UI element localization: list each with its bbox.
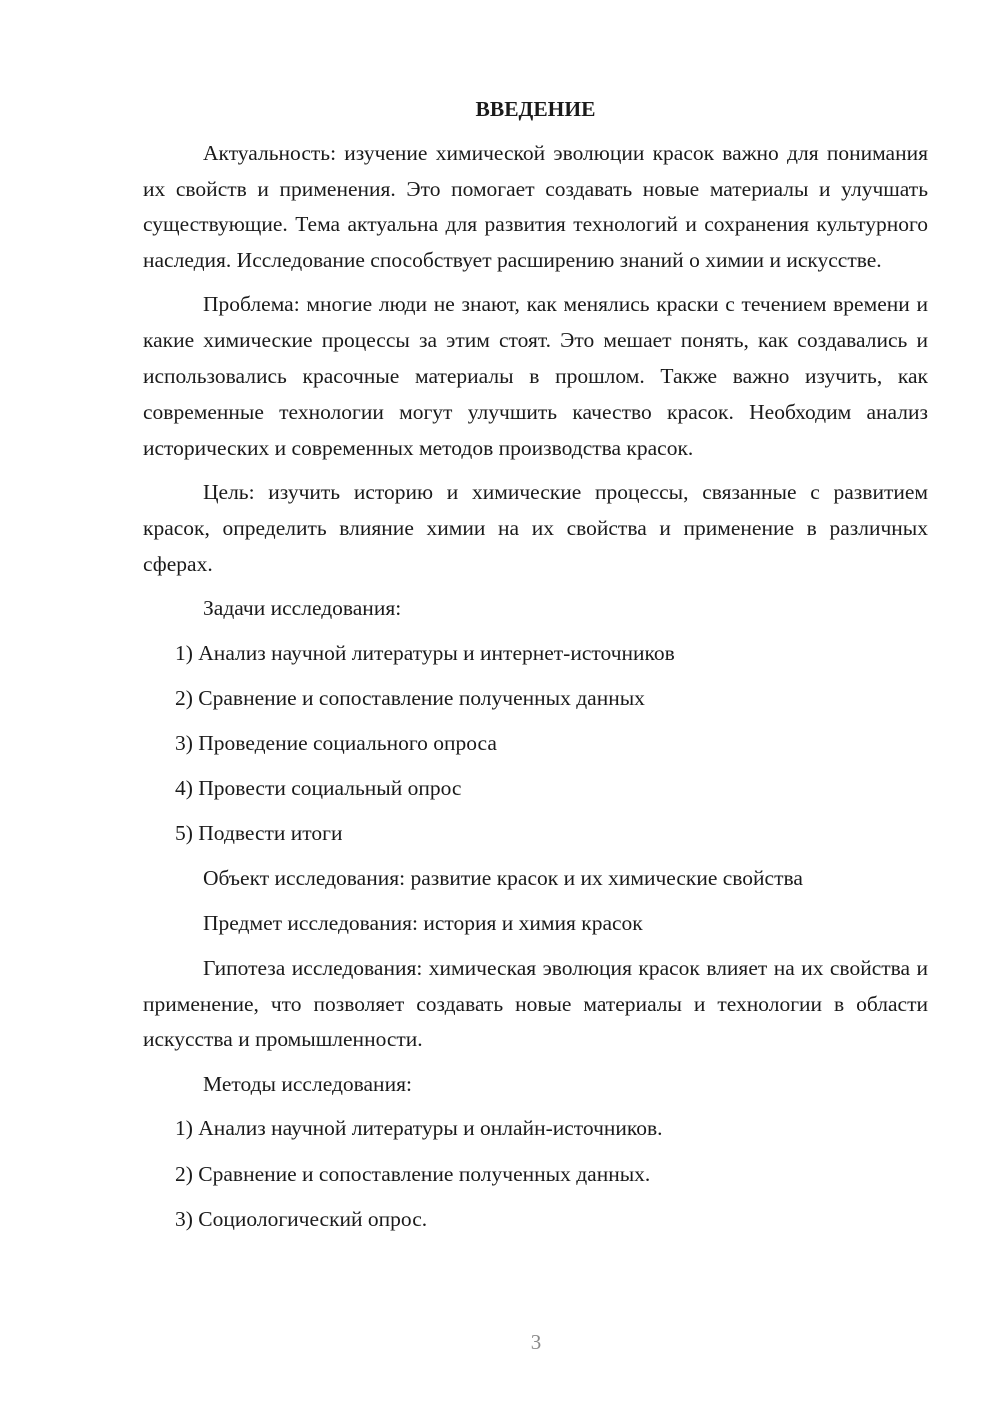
problem-paragraph: Проблема: многие люди не знают, как менялись краски с течением времени и какие химические процессы за этим стоят. Это мешает понять, как создавались и использовались красочные материалы в прошлом. Также важно изучить, как современные технологии могут улучшить качество красок. Необходим анализ исторических и современных методов производства красок.: [143, 292, 928, 460]
list-item: 3) Проведение социального опроса: [175, 730, 497, 755]
methods-list: [143, 1111, 928, 1237]
tasks-heading: Задачи исследования:: [203, 595, 402, 620]
hypothesis-paragraph: Гипотеза исследования: химическая эволюция красок влияет на их свойства и применение, что позволяет создавать новые материалы и технологии в области искусства и промышленности.: [143, 955, 928, 1052]
list-item: 2) Сравнение и сопоставление полученных данных.: [175, 1161, 651, 1186]
list-item: 5) Подвести итоги: [175, 821, 343, 846]
list-item: 1) Анализ научной литературы и онлайн-источников.: [175, 1116, 663, 1141]
list-item: 1) Анализ научной литературы и интернет-источников: [175, 640, 675, 665]
list-item: 3) Социологический опрос.: [175, 1206, 428, 1231]
goal-paragraph: Цель: изучить историю и химические процессы, связанные с развитием красок, определить влияние химии на их свойства и применение в различных сферах.: [143, 479, 928, 576]
tasks-list: [143, 636, 928, 852]
page-number: 3: [530, 1330, 542, 1354]
list-item: 4) Провести социальный опрос: [175, 775, 462, 800]
document-page: [143, 92, 928, 1247]
methods-heading: Методы исследования:: [203, 1071, 412, 1096]
section-title: ВВЕДЕНИЕ: [475, 97, 596, 121]
relevance-paragraph: Актуальность: изучение химической эволюции красок важно для понимания их свойств и применения. Это помогает создавать новые материалы и улучшать существующие. Тема актуальна для развития технологий и сохранения культурного наследия. Исследование способствует расширению знаний о химии и искусстве.: [143, 140, 928, 273]
subject-statement: Предмет исследования: история и химия красок: [203, 910, 643, 935]
list-item: 2) Сравнение и сопоставление полученных данных: [175, 685, 645, 710]
object-statement: Объект исследования: развитие красок и их химические свойства: [203, 866, 803, 891]
